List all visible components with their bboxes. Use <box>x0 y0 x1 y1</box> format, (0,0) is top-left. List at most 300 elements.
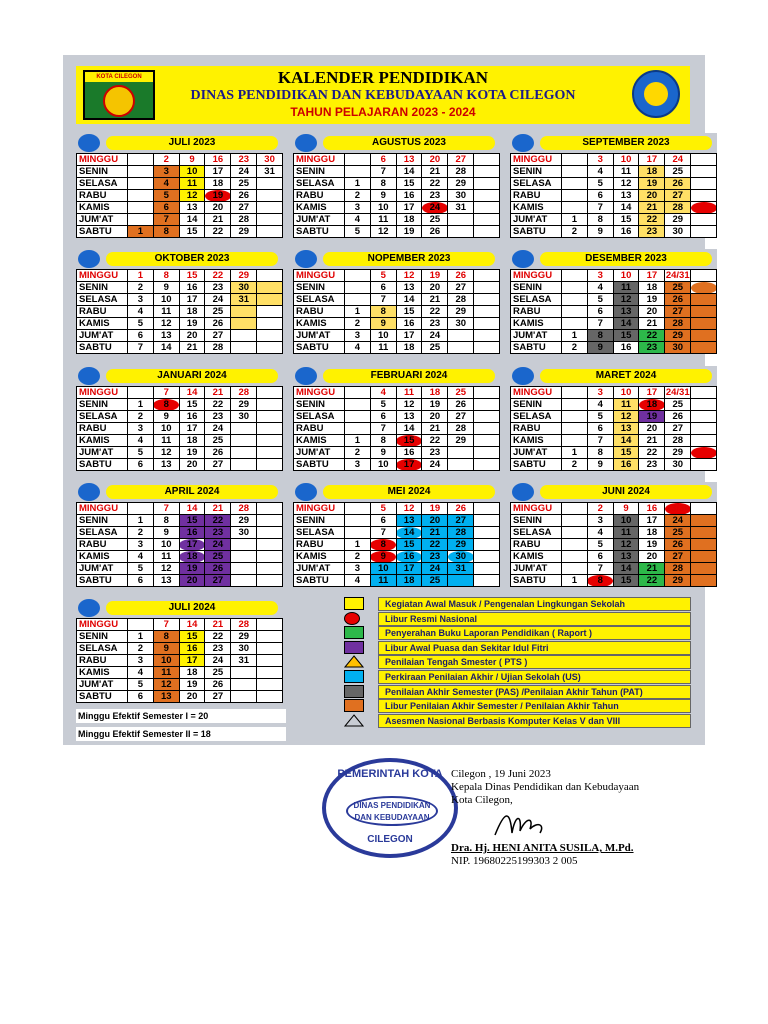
date-cell: 22 <box>422 539 448 551</box>
date-cell: 6 <box>587 423 613 435</box>
date-cell: 28 <box>205 342 231 354</box>
date-cell: 29 <box>231 399 257 411</box>
table-row <box>511 387 717 399</box>
date-cell: 3 <box>128 294 154 306</box>
date-cell <box>448 214 474 226</box>
date-cell: 28 <box>665 202 691 214</box>
date-cell: 27 <box>448 154 474 166</box>
date-cell: 28 <box>448 294 474 306</box>
day-label: RABU <box>77 306 128 318</box>
date-cell: 17 <box>205 166 231 178</box>
date-cell: 23 <box>205 527 231 539</box>
date-cell: 26 <box>665 294 691 306</box>
date-cell <box>345 166 371 178</box>
day-label: JUM'AT <box>77 214 128 226</box>
table-row <box>511 270 717 282</box>
table-row <box>511 330 717 342</box>
date-cell: 30 <box>448 318 474 330</box>
date-cell: 3 <box>345 202 371 214</box>
date-cell: 1 <box>128 270 154 282</box>
date-cell <box>691 282 717 294</box>
date-cell: 7 <box>153 503 179 515</box>
date-cell: 27 <box>665 423 691 435</box>
day-label: JUM'AT <box>294 563 345 575</box>
date-cell <box>691 330 717 342</box>
date-cell: 2 <box>128 643 154 655</box>
date-cell: 21 <box>422 294 448 306</box>
date-cell: 10 <box>153 655 179 667</box>
date-cell <box>257 330 283 342</box>
date-cell: 10 <box>613 515 639 527</box>
table-row <box>294 539 500 551</box>
date-cell: 18 <box>179 667 205 679</box>
date-cell: 19 <box>422 399 448 411</box>
day-label: SABTU <box>511 575 562 587</box>
date-cell <box>691 503 717 515</box>
date-cell: 19 <box>179 318 205 330</box>
month-header <box>76 598 283 618</box>
table-row <box>294 214 500 226</box>
date-cell: 9 <box>370 318 396 330</box>
table-row <box>77 270 283 282</box>
date-cell: 29 <box>231 270 257 282</box>
date-cell: 22 <box>639 214 665 226</box>
date-cell: 8 <box>153 515 179 527</box>
date-cell: 10 <box>370 330 396 342</box>
date-cell: 7 <box>128 342 154 354</box>
day-label: SELASA <box>294 294 345 306</box>
date-cell: 23 <box>639 226 665 238</box>
date-cell: 15 <box>613 330 639 342</box>
table-row <box>511 306 717 318</box>
legend-item <box>336 685 696 699</box>
date-cell: 26 <box>665 411 691 423</box>
date-cell: 23/30 <box>665 503 690 514</box>
date-cell: 11 <box>370 214 396 226</box>
date-cell <box>562 166 588 178</box>
date-cell: 30 <box>665 226 691 238</box>
date-cell <box>562 202 588 214</box>
tut-wuri-mini-icon <box>512 250 534 268</box>
table-row <box>294 575 500 587</box>
date-cell: 12 <box>613 178 639 190</box>
legend-item <box>336 612 696 626</box>
date-cell <box>231 318 257 330</box>
date-cell: 20 <box>639 306 665 318</box>
date-cell: 19 <box>396 226 422 238</box>
date-cell: 17 <box>639 387 665 399</box>
day-label: MINGGU <box>511 503 562 515</box>
table-row <box>294 166 500 178</box>
logo-label: KOTA CILEGON <box>85 72 153 82</box>
month-table <box>293 153 500 238</box>
day-label: KAMIS <box>294 202 345 214</box>
date-cell: 13 <box>613 190 639 202</box>
date-cell: 3 <box>128 423 154 435</box>
date-cell: 23 <box>639 459 665 471</box>
day-label: SENIN <box>77 515 128 527</box>
date-cell: 7 <box>370 166 396 178</box>
date-cell: 24 <box>422 563 448 575</box>
date-cell: 30 <box>448 190 474 202</box>
date-cell: 2 <box>128 527 154 539</box>
table-row <box>294 270 500 282</box>
table-row <box>511 515 717 527</box>
date-cell <box>691 459 717 471</box>
day-label: JUM'AT <box>294 214 345 226</box>
day-label: KAMIS <box>294 551 345 563</box>
table-row <box>77 318 283 330</box>
date-cell: 27 <box>448 411 474 423</box>
date-cell <box>691 539 717 551</box>
date-cell <box>474 447 500 459</box>
month-header <box>510 366 717 386</box>
date-cell: 7 <box>153 214 179 226</box>
date-cell: 26 <box>665 539 691 551</box>
date-cell: 18 <box>422 387 448 399</box>
date-cell: 27 <box>665 306 691 318</box>
day-label: MINGGU <box>77 270 128 282</box>
day-label: JUM'AT <box>511 563 562 575</box>
table-row <box>294 387 500 399</box>
month-header <box>510 249 717 269</box>
date-cell <box>562 399 588 411</box>
date-cell <box>474 282 500 294</box>
date-cell: 10 <box>613 154 639 166</box>
table-row <box>511 435 717 447</box>
date-cell <box>474 214 500 226</box>
date-cell: 30 <box>231 282 257 294</box>
date-cell <box>691 399 717 411</box>
date-cell: 31 <box>257 166 283 178</box>
date-cell: 16 <box>179 411 205 423</box>
day-label: RABU <box>511 539 562 551</box>
date-cell: 11 <box>370 575 396 587</box>
date-cell: 19 <box>179 563 205 575</box>
date-cell: 9 <box>587 342 613 354</box>
month-title: NOPEMBER 2023 <box>323 252 495 266</box>
date-cell <box>474 166 500 178</box>
date-cell: 12 <box>613 294 639 306</box>
month-header <box>76 133 283 153</box>
date-cell <box>691 435 717 447</box>
table-row <box>294 190 500 202</box>
date-cell: 7 <box>153 619 179 631</box>
date-cell: 7 <box>587 202 613 214</box>
date-cell: 8 <box>587 447 613 459</box>
date-cell: 23 <box>205 282 231 294</box>
date-cell: 21 <box>639 202 665 214</box>
date-cell: 30 <box>231 643 257 655</box>
date-cell <box>257 563 283 575</box>
date-cell: 14 <box>396 423 422 435</box>
date-cell: 24 <box>665 515 691 527</box>
table-row <box>294 503 500 515</box>
gray-hatch-icon <box>344 685 364 698</box>
date-cell: 24 <box>422 202 448 214</box>
day-label: SENIN <box>294 166 345 178</box>
table-row <box>77 282 283 294</box>
date-cell: 10 <box>153 294 179 306</box>
date-cell: 22 <box>422 435 448 447</box>
date-cell <box>691 202 717 214</box>
date-cell: 16 <box>205 154 231 166</box>
day-label: KAMIS <box>294 318 345 330</box>
date-cell: 15 <box>396 435 422 447</box>
date-cell: 6 <box>587 551 613 563</box>
date-cell <box>257 342 283 354</box>
date-cell: 6 <box>370 154 396 166</box>
date-cell: 24 <box>205 423 231 435</box>
date-cell <box>691 515 717 527</box>
date-cell: 1 <box>562 330 588 342</box>
red-circle-icon <box>344 612 360 625</box>
table-row <box>511 563 717 575</box>
date-cell <box>474 435 500 447</box>
table-row <box>511 282 717 294</box>
date-cell: 13 <box>153 575 179 587</box>
date-cell <box>474 551 500 563</box>
date-cell: 14 <box>179 214 205 226</box>
month-calendar <box>510 249 717 354</box>
date-cell <box>562 270 588 282</box>
date-cell <box>257 667 283 679</box>
date-cell: 17 <box>396 459 422 471</box>
date-cell <box>257 515 283 527</box>
day-label: SENIN <box>511 399 562 411</box>
date-cell: 12 <box>153 447 179 459</box>
date-cell: 7 <box>587 318 613 330</box>
date-cell: 3 <box>345 563 371 575</box>
month-table <box>293 269 500 354</box>
date-cell <box>257 643 283 655</box>
date-cell <box>257 551 283 563</box>
date-cell <box>128 503 154 515</box>
date-cell: 20 <box>639 551 665 563</box>
day-label: SELASA <box>511 294 562 306</box>
place-date: Cilegon , 19 Juni 2023 <box>451 768 551 780</box>
date-cell: 7 <box>153 387 179 399</box>
date-cell <box>231 539 257 551</box>
date-cell <box>691 423 717 435</box>
date-cell: 14 <box>179 503 205 515</box>
day-label: KAMIS <box>77 318 128 330</box>
date-cell <box>257 655 283 667</box>
date-cell: 27 <box>665 551 691 563</box>
date-cell: 4 <box>345 214 371 226</box>
table-row <box>294 551 500 563</box>
date-cell: 2 <box>345 190 371 202</box>
date-cell: 2 <box>128 282 154 294</box>
date-cell: 5 <box>587 178 613 190</box>
date-cell: 6 <box>370 411 396 423</box>
date-cell: 3 <box>587 154 613 166</box>
date-cell <box>257 387 283 399</box>
day-label: SABTU <box>294 342 345 354</box>
date-cell <box>231 423 257 435</box>
date-cell: 16 <box>396 190 422 202</box>
date-cell: 5 <box>128 447 154 459</box>
day-label: RABU <box>77 423 128 435</box>
date-cell <box>231 563 257 575</box>
date-cell: 23 <box>422 551 448 563</box>
date-cell: 9 <box>153 527 179 539</box>
date-cell: 24 <box>422 330 448 342</box>
date-cell: 18 <box>205 178 231 190</box>
date-cell: 12 <box>613 411 639 423</box>
date-cell: 23 <box>639 342 665 354</box>
table-row <box>77 306 283 318</box>
date-cell: 2 <box>153 154 179 166</box>
date-cell: 10 <box>370 202 396 214</box>
date-cell: 18 <box>396 575 422 587</box>
date-cell: 5 <box>128 679 154 691</box>
day-label: KAMIS <box>511 551 562 563</box>
date-cell: 11 <box>153 435 179 447</box>
date-cell: 26 <box>205 447 231 459</box>
date-cell: 17 <box>396 563 422 575</box>
date-cell: 29 <box>665 575 691 587</box>
date-cell: 15 <box>396 178 422 190</box>
date-cell: 26 <box>448 399 474 411</box>
date-cell: 20 <box>639 190 665 202</box>
date-cell: 26 <box>422 226 448 238</box>
date-cell: 25 <box>422 214 448 226</box>
table-row <box>511 226 717 238</box>
table-row <box>511 202 717 214</box>
date-cell <box>257 178 283 190</box>
day-label: KAMIS <box>77 202 128 214</box>
date-cell: 3 <box>345 330 371 342</box>
tut-wuri-mini-icon <box>295 483 317 501</box>
day-label: SENIN <box>77 631 128 643</box>
table-row <box>511 423 717 435</box>
table-row <box>77 643 283 655</box>
date-cell: 28 <box>448 423 474 435</box>
date-cell: 6 <box>153 202 179 214</box>
date-cell <box>257 214 283 226</box>
date-cell: 27 <box>205 459 231 471</box>
month-title: FEBRUARI 2024 <box>323 369 495 383</box>
date-cell: 24 <box>665 154 691 166</box>
date-cell <box>231 435 257 447</box>
date-cell: 29 <box>665 214 691 226</box>
date-cell: 22 <box>205 270 231 282</box>
date-cell: 3 <box>345 459 371 471</box>
page-subtitle: DINAS PENDIDIKAN DAN KEBUDAYAAN KOTA CILEGON <box>190 88 576 103</box>
date-cell: 15 <box>179 226 205 238</box>
date-cell <box>448 226 474 238</box>
date-cell: 4 <box>587 527 613 539</box>
date-cell: 19 <box>639 294 665 306</box>
day-label: MINGGU <box>511 270 562 282</box>
date-cell: 25 <box>231 178 257 190</box>
month-header <box>293 249 500 269</box>
date-cell: 12 <box>396 399 422 411</box>
date-cell: 10 <box>613 270 639 282</box>
table-row <box>77 226 283 238</box>
date-cell <box>691 342 717 354</box>
date-cell: 21 <box>179 342 205 354</box>
date-cell: 21 <box>205 619 231 631</box>
date-cell <box>345 527 371 539</box>
table-row <box>294 318 500 330</box>
date-cell: 25 <box>205 435 231 447</box>
table-row <box>77 459 283 471</box>
date-cell: 26 <box>448 270 474 282</box>
table-row <box>294 423 500 435</box>
table-row <box>294 459 500 471</box>
date-cell: 5 <box>587 411 613 423</box>
month-title: JULI 2024 <box>106 601 278 615</box>
date-cell: 17 <box>396 202 422 214</box>
date-cell: 16 <box>179 643 205 655</box>
table-row <box>77 399 283 411</box>
month-table <box>510 269 717 354</box>
table-row <box>77 619 283 631</box>
table-row <box>294 306 500 318</box>
date-cell: 27 <box>205 575 231 587</box>
date-cell: 25 <box>665 527 691 539</box>
date-cell <box>562 563 588 575</box>
effective-weeks-sem2: Minggu Efektif Semester II = 18 <box>76 727 286 741</box>
day-label: SELASA <box>77 527 128 539</box>
date-cell: 6 <box>370 282 396 294</box>
date-cell: 13 <box>153 459 179 471</box>
date-cell <box>128 619 154 631</box>
day-label: SABTU <box>77 691 128 703</box>
day-label: RABU <box>77 539 128 551</box>
month-table <box>76 153 283 238</box>
date-cell <box>691 270 717 282</box>
date-cell: 13 <box>613 423 639 435</box>
table-row <box>77 411 283 423</box>
date-cell <box>474 503 500 515</box>
date-cell: 14 <box>613 563 639 575</box>
date-cell: 23 <box>205 643 231 655</box>
month-title: APRIL 2024 <box>106 485 278 499</box>
month-table <box>293 386 500 471</box>
legend-text: Libur Resmi Nasional <box>378 612 691 626</box>
date-cell: 19 <box>639 539 665 551</box>
date-cell: 28 <box>231 503 257 515</box>
day-label: SELASA <box>294 178 345 190</box>
date-cell <box>257 294 283 306</box>
date-cell: 1 <box>128 226 154 238</box>
tut-wuri-mini-icon <box>295 250 317 268</box>
date-cell: 11 <box>370 342 396 354</box>
day-label: RABU <box>77 190 128 202</box>
day-label: JUM'AT <box>77 563 128 575</box>
day-label: SENIN <box>294 282 345 294</box>
date-cell: 17 <box>639 270 665 282</box>
date-cell: 26 <box>231 190 257 202</box>
date-cell <box>231 447 257 459</box>
date-cell <box>257 226 283 238</box>
tut-wuri-logo-icon <box>632 70 680 118</box>
date-cell: 10 <box>370 459 396 471</box>
date-cell <box>231 679 257 691</box>
table-row <box>77 575 283 587</box>
purple-box-icon <box>344 641 364 654</box>
date-cell: 22 <box>205 226 231 238</box>
month-calendar <box>76 133 283 238</box>
date-cell <box>345 515 371 527</box>
date-cell <box>345 387 371 399</box>
legend-text: Libur Awal Puasa dan Sekitar Idul Fitri <box>378 641 691 655</box>
date-cell: 13 <box>396 154 422 166</box>
date-cell: 18 <box>396 342 422 354</box>
